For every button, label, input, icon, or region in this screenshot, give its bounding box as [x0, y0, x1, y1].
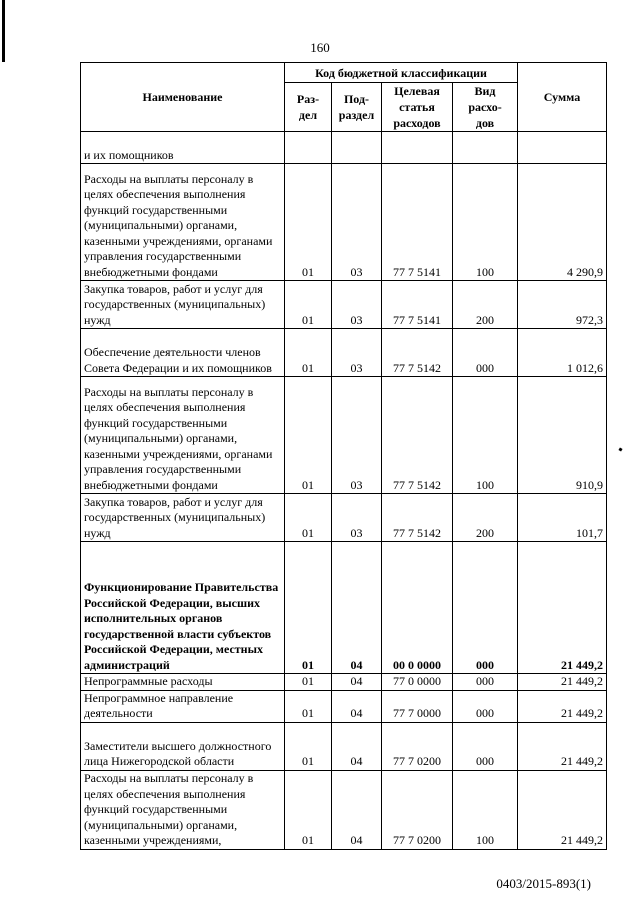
row-name: Заместители высшего должностного лица Нижегородской области: [81, 722, 285, 770]
row-name: Расходы на выплаты персоналу в целях обеспечения выполнения функций государственными (муниципальными) органами, казенными учреждениями, органами управления государственными внебюджетными фондами: [81, 164, 285, 281]
row-section: 01: [285, 329, 332, 377]
row-section: 01: [285, 377, 332, 494]
row-subsection: 03: [332, 377, 382, 494]
row-name: Функционирование Правительства Российской Федерации, высших исполнительных органов государственной власти субъектов Российской Федерации, местных администраций: [81, 542, 285, 674]
row-name: Закупка товаров, работ и услуг для государственных (муниципальных) нужд: [81, 281, 285, 329]
row-target: 77 7 5142: [382, 377, 453, 494]
row-target: 77 7 5141: [382, 281, 453, 329]
row-name: Расходы на выплаты персоналу в целях обеспечения выполнения функций государственными (муниципальными) органами, казенными учреждениями,: [81, 770, 285, 849]
table-row: [81, 281, 607, 329]
row-kind: 000: [453, 542, 518, 674]
row-kind: 000: [453, 329, 518, 377]
row-subsection: 04: [332, 770, 382, 849]
row-target: 77 0 0000: [382, 674, 453, 691]
row-sum: 21 449,2: [518, 674, 607, 691]
row-kind: 100: [453, 377, 518, 494]
table-row: [81, 690, 607, 722]
scan-speck: [618, 447, 622, 451]
row-sum: 101,7: [518, 494, 607, 542]
table-row: [81, 542, 607, 674]
row-section: 01: [285, 494, 332, 542]
row-kind: 000: [453, 674, 518, 691]
table-row: [81, 164, 607, 281]
table-row: [81, 674, 607, 691]
row-sum: 21 449,2: [518, 542, 607, 674]
row-kind: 100: [453, 770, 518, 849]
header-target: Целевая статья расходов: [382, 83, 453, 132]
row-section: 01: [285, 674, 332, 691]
row-section: 01: [285, 281, 332, 329]
row-subsection: 04: [332, 542, 382, 674]
row-section: [285, 132, 332, 164]
table-row: [81, 132, 607, 164]
row-subsection: 03: [332, 281, 382, 329]
header-kind: Вид расхо- дов: [453, 83, 518, 132]
table-row: [81, 770, 607, 849]
row-target: 77 7 0000: [382, 690, 453, 722]
row-subsection: 04: [332, 690, 382, 722]
row-kind: 100: [453, 164, 518, 281]
table-row: [81, 329, 607, 377]
row-kind: [453, 132, 518, 164]
table-row: [81, 377, 607, 494]
row-subsection: 04: [332, 722, 382, 770]
table-body: [81, 132, 607, 850]
row-kind: 200: [453, 281, 518, 329]
row-name: и их помощников: [81, 132, 285, 164]
row-subsection: 03: [332, 494, 382, 542]
header-name: Наименование: [81, 63, 285, 132]
row-name: Расходы на выплаты персоналу в целях обеспечения выполнения функций государственными (муниципальными) органами, казенными учреждениями, органами управления государственными внебюджетными фондами: [81, 377, 285, 494]
header-subsection: Под- раздел: [332, 83, 382, 132]
row-subsection: [332, 132, 382, 164]
row-name: Обеспечение деятельности членов Совета Федерации и их помощников: [81, 329, 285, 377]
row-kind: 000: [453, 722, 518, 770]
row-sum: 4 290,9: [518, 164, 607, 281]
row-section: 01: [285, 164, 332, 281]
header-code-group: Код бюджетной классификации: [285, 63, 518, 83]
row-subsection: 04: [332, 674, 382, 691]
header-section: Раз- дел: [285, 83, 332, 132]
row-kind: 000: [453, 690, 518, 722]
table-row: [81, 722, 607, 770]
row-target: 77 7 5141: [382, 164, 453, 281]
row-section: 01: [285, 690, 332, 722]
row-sum: 1 012,6: [518, 329, 607, 377]
row-subsection: 03: [332, 164, 382, 281]
row-target: 77 7 0200: [382, 770, 453, 849]
row-sum: 972,3: [518, 281, 607, 329]
row-target: [382, 132, 453, 164]
header-sum: Сумма: [518, 63, 607, 132]
row-section: 01: [285, 722, 332, 770]
table-row: [81, 494, 607, 542]
row-sum: 21 449,2: [518, 770, 607, 849]
row-section: 01: [285, 542, 332, 674]
row-sum: 910,9: [518, 377, 607, 494]
document-code: 0403/2015-893(1): [496, 876, 591, 891]
row-sum: [518, 132, 607, 164]
budget-table: [80, 62, 607, 850]
row-name: Закупка товаров, работ и услуг для государственных (муниципальных) нужд: [81, 494, 285, 542]
row-target: 77 7 5142: [382, 494, 453, 542]
row-subsection: 03: [332, 329, 382, 377]
row-sum: 21 449,2: [518, 690, 607, 722]
row-sum: 21 449,2: [518, 722, 607, 770]
row-target: 00 0 0000: [382, 542, 453, 674]
row-target: 77 7 0200: [382, 722, 453, 770]
row-section: 01: [285, 770, 332, 849]
row-kind: 200: [453, 494, 518, 542]
row-name: Непрограммные расходы: [81, 674, 285, 691]
row-target: 77 7 5142: [382, 329, 453, 377]
page-number: 160: [310, 40, 330, 55]
row-name: Непрограммное направление деятельности: [81, 690, 285, 722]
